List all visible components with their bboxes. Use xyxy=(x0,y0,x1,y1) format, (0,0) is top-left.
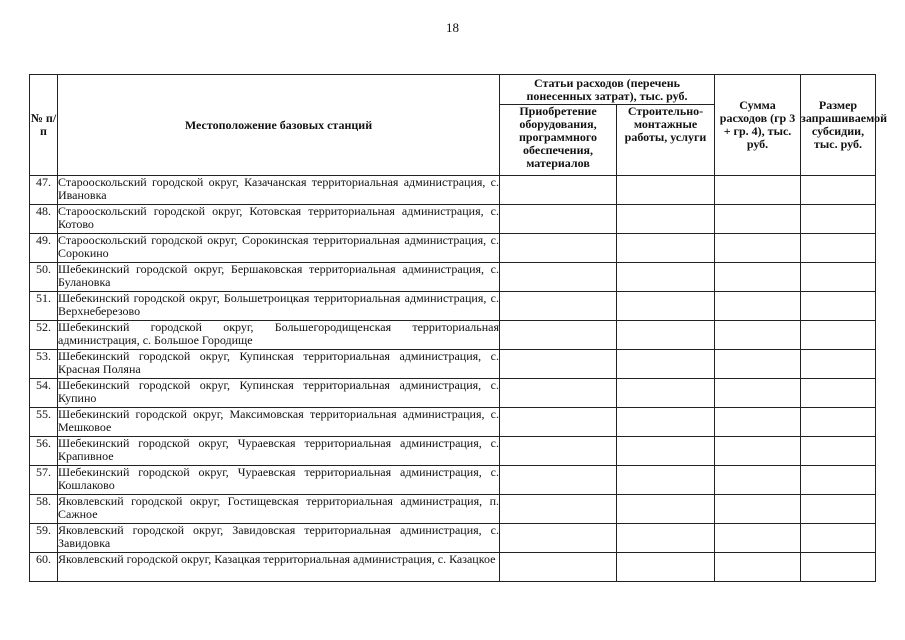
row-number: 48. xyxy=(30,205,58,234)
table-row xyxy=(30,437,876,466)
table-row xyxy=(30,495,876,524)
row-subsidy-cell xyxy=(801,205,876,234)
row-equipment-cell xyxy=(500,408,617,437)
row-number: 51. xyxy=(30,292,58,321)
table-row xyxy=(30,176,876,205)
table-row xyxy=(30,292,876,321)
row-equipment-cell xyxy=(500,176,617,205)
table-row xyxy=(30,524,876,553)
row-location: Старооскольский городской округ, Сорокинская территориальная администрация, с. Сорокино xyxy=(58,234,500,263)
row-sum-cell xyxy=(715,263,801,292)
table-row xyxy=(30,553,876,582)
row-location: Яковлевский городской округ, Казацкая территориальная администрация, с. Казацкое xyxy=(58,553,500,582)
row-location: Шебекинский городской округ, Большетроицкая территориальная администрация, с. Верхнеберезово xyxy=(58,292,500,321)
row-construction-cell xyxy=(617,553,715,582)
row-construction-cell xyxy=(617,321,715,350)
row-sum-cell xyxy=(715,205,801,234)
row-subsidy-cell xyxy=(801,437,876,466)
page-number: 18 xyxy=(446,20,459,35)
row-sum-cell xyxy=(715,408,801,437)
row-sum-cell xyxy=(715,321,801,350)
row-equipment-cell xyxy=(500,524,617,553)
row-equipment-cell xyxy=(500,466,617,495)
row-equipment-cell xyxy=(500,553,617,582)
row-subsidy-cell xyxy=(801,234,876,263)
row-number: 60. xyxy=(30,553,58,582)
row-sum-cell xyxy=(715,234,801,263)
row-sum-cell xyxy=(715,176,801,205)
row-number: 50. xyxy=(30,263,58,292)
row-equipment-cell xyxy=(500,379,617,408)
base-stations-table xyxy=(29,74,888,582)
row-equipment-cell xyxy=(500,321,617,350)
row-sum-cell xyxy=(715,292,801,321)
table-row xyxy=(30,466,876,495)
row-subsidy-cell xyxy=(801,524,876,553)
row-subsidy-cell xyxy=(801,379,876,408)
row-construction-cell xyxy=(617,350,715,379)
row-number: 47. xyxy=(30,176,58,205)
row-number: 54. xyxy=(30,379,58,408)
row-construction-cell xyxy=(617,524,715,553)
row-location: Шебекинский городской округ, Чураевская территориальная администрация, с. Крапивное xyxy=(58,437,500,466)
row-number: 57. xyxy=(30,466,58,495)
header-location: Местоположение базовых станций xyxy=(58,75,500,176)
row-subsidy-cell xyxy=(801,176,876,205)
row-subsidy-cell xyxy=(801,466,876,495)
row-sum-cell xyxy=(715,553,801,582)
row-sum-cell xyxy=(715,437,801,466)
table-row xyxy=(30,408,876,437)
row-construction-cell xyxy=(617,495,715,524)
table-row xyxy=(30,205,876,234)
row-subsidy-cell xyxy=(801,292,876,321)
row-equipment-cell xyxy=(500,292,617,321)
row-location: Старооскольский городской округ, Казачанская территориальная администрация, с. Ивановка xyxy=(58,176,500,205)
row-number: 58. xyxy=(30,495,58,524)
row-sum-cell xyxy=(715,350,801,379)
row-construction-cell xyxy=(617,437,715,466)
row-location: Яковлевский городской округ, Завидовская территориальная администрация, с. Завидовка xyxy=(58,524,500,553)
row-construction-cell xyxy=(617,379,715,408)
table-row xyxy=(30,350,876,379)
row-subsidy-cell xyxy=(801,495,876,524)
row-location: Шебекинский городской округ, Купинская территориальная администрация, с. Красная Поляна xyxy=(58,350,500,379)
table-row xyxy=(30,263,876,292)
row-subsidy-cell xyxy=(801,408,876,437)
row-construction-cell xyxy=(617,292,715,321)
header-sum: Сумма расходов (гр 3 + гр. 4), тыс. руб. xyxy=(715,75,801,176)
row-subsidy-cell xyxy=(801,350,876,379)
row-sum-cell xyxy=(715,524,801,553)
row-construction-cell xyxy=(617,234,715,263)
row-equipment-cell xyxy=(500,495,617,524)
row-subsidy-cell xyxy=(801,553,876,582)
row-sum-cell xyxy=(715,495,801,524)
row-location: Шебекинский городской округ, Чураевская территориальная администрация, с. Кошлаково xyxy=(58,466,500,495)
row-construction-cell xyxy=(617,176,715,205)
row-sum-cell xyxy=(715,466,801,495)
header-subsidy: Размер запрашиваемой субсидии, тыс. руб. xyxy=(801,75,876,176)
table-row xyxy=(30,234,876,263)
row-equipment-cell xyxy=(500,437,617,466)
row-subsidy-cell xyxy=(801,321,876,350)
row-construction-cell xyxy=(617,205,715,234)
row-number: 52. xyxy=(30,321,58,350)
row-location: Старооскольский городской округ, Котовская территориальная администрация, с. Котово xyxy=(58,205,500,234)
header-construction: Строительно-монтажные работы, услуги xyxy=(617,105,715,176)
row-number: 56. xyxy=(30,437,58,466)
header-num: № п/п xyxy=(30,75,58,176)
table-row xyxy=(30,379,876,408)
table-body xyxy=(30,176,876,582)
row-number: 49. xyxy=(30,234,58,263)
row-construction-cell xyxy=(617,408,715,437)
header-equipment: Приобретение оборудования, программного обеспечения, материалов xyxy=(500,105,617,176)
row-construction-cell xyxy=(617,466,715,495)
row-location: Шебекинский городской округ, Максимовская территориальная администрация, с. Мешковое xyxy=(58,408,500,437)
row-sum-cell xyxy=(715,379,801,408)
row-equipment-cell xyxy=(500,350,617,379)
row-number: 53. xyxy=(30,350,58,379)
row-location: Шебекинский городской округ, Большегородищенская территориальная администрация, с. Большое Городище xyxy=(58,321,500,350)
row-construction-cell xyxy=(617,263,715,292)
row-number: 59. xyxy=(30,524,58,553)
row-equipment-cell xyxy=(500,234,617,263)
row-number: 55. xyxy=(30,408,58,437)
header-expenses-group: Статьи расходов (перечень понесенных затрат), тыс. руб. xyxy=(500,75,715,105)
row-location: Яковлевский городской округ, Гостищевская территориальная администрация, п. Сажное xyxy=(58,495,500,524)
table-row xyxy=(30,321,876,350)
row-location: Шебекинский городской округ, Бершаковская территориальная администрация, с. Булановка xyxy=(58,263,500,292)
row-equipment-cell xyxy=(500,205,617,234)
row-equipment-cell xyxy=(500,263,617,292)
row-subsidy-cell xyxy=(801,263,876,292)
row-location: Шебекинский городской округ, Купинская территориальная администрация, с. Купино xyxy=(58,379,500,408)
